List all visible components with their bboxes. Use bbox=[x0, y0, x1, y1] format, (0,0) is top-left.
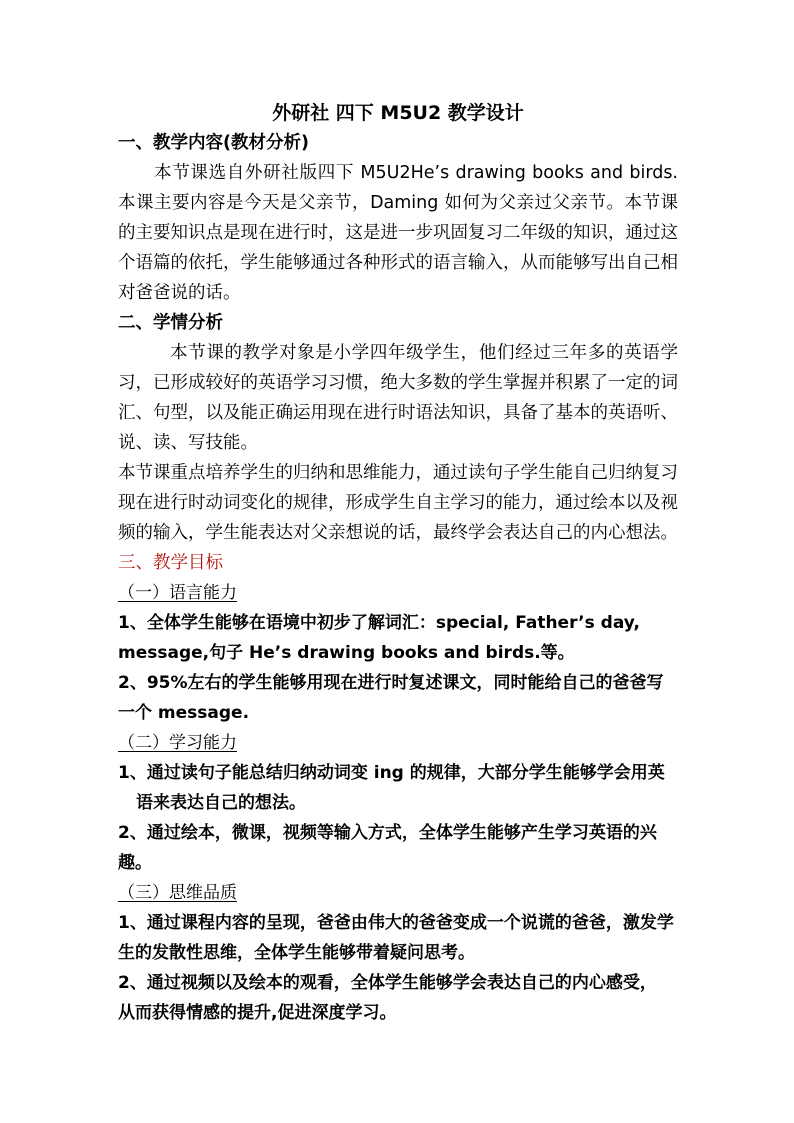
goal-item: 2、95%左右的学生能够用现在进行时复述课文，同时能给自己的爸爸写一个 message. bbox=[118, 673, 664, 723]
goal-item: 1、全体学生能够在语境中初步了解词汇：special, Father’s day, message,句子 He’s drawing books and birds.等。 bbox=[118, 613, 641, 663]
goal-item: 1、通过课程内容的呈现，爸爸由伟大的爸爸变成一个说谎的爸爸，激发学生的发散性思维，全体学生能够带着疑问思考。 bbox=[118, 913, 674, 963]
student-analysis-focus-paragraph: 本节课重点培养学生的归纳和思维能力，通过读句子学生能自己归纳复习现在进行时动词变化的规律，形成学生自主学习的能力，通过绘本以及视频的输入，学生能表达对父亲想说的话，最终学会表达自己的内心想法。 bbox=[118, 463, 678, 543]
section-heading-teaching-content: 一、教学内容(教材分析) bbox=[118, 133, 309, 153]
subheading-language-ability: （一）语言能力 bbox=[118, 583, 237, 603]
goal-item: 2、通过绘本，微课，视频等输入方式，全体学生能够产生学习英语的兴趣。 bbox=[118, 823, 657, 873]
section-heading-teaching-goals: 三、教学目标 bbox=[118, 553, 223, 573]
goal-item: 2、通过视频以及绘本的观看，全体学生能够学会表达自己的内心感受， 从而获得情感的提升,促进深度学习。 bbox=[118, 973, 657, 1023]
document-page bbox=[118, 98, 678, 1028]
subheading-thinking-quality: （三）思维品质 bbox=[118, 883, 237, 903]
teaching-content-paragraph: 本节课选自外研社版四下 M5U2He’s drawing books and birds.本课主要内容是今天是父亲节，Daming 如何为父亲过父亲节。本节课的主要知识点是现在进行时，这是进一步巩固复习二年级的知识，通过这个语篇的依托，学生能够通过各种形式的语言输入，从而能够写出自己相对爸爸说的话。 bbox=[118, 163, 678, 303]
document-title: 外研社 四下 M5U2 教学设计 bbox=[272, 102, 524, 124]
goal-item: 1、通过读句子能总结归纳动词变 ing 的规律，大部分学生能够学会用英语来表达自己的想法。 bbox=[118, 763, 665, 813]
student-analysis-paragraph: 本节课的教学对象是小学四年级学生，他们经过三年多的英语学习，已形成较好的英语学习习惯，绝大多数的学生掌握并积累了一定的词汇、句型，以及能正确运用现在进行时语法知识，具备了基本的英语听、说、读、写技能。 bbox=[118, 343, 678, 453]
section-heading-student-analysis: 二、学情分析 bbox=[118, 313, 223, 333]
subheading-learning-ability: （二）学习能力 bbox=[118, 733, 237, 753]
